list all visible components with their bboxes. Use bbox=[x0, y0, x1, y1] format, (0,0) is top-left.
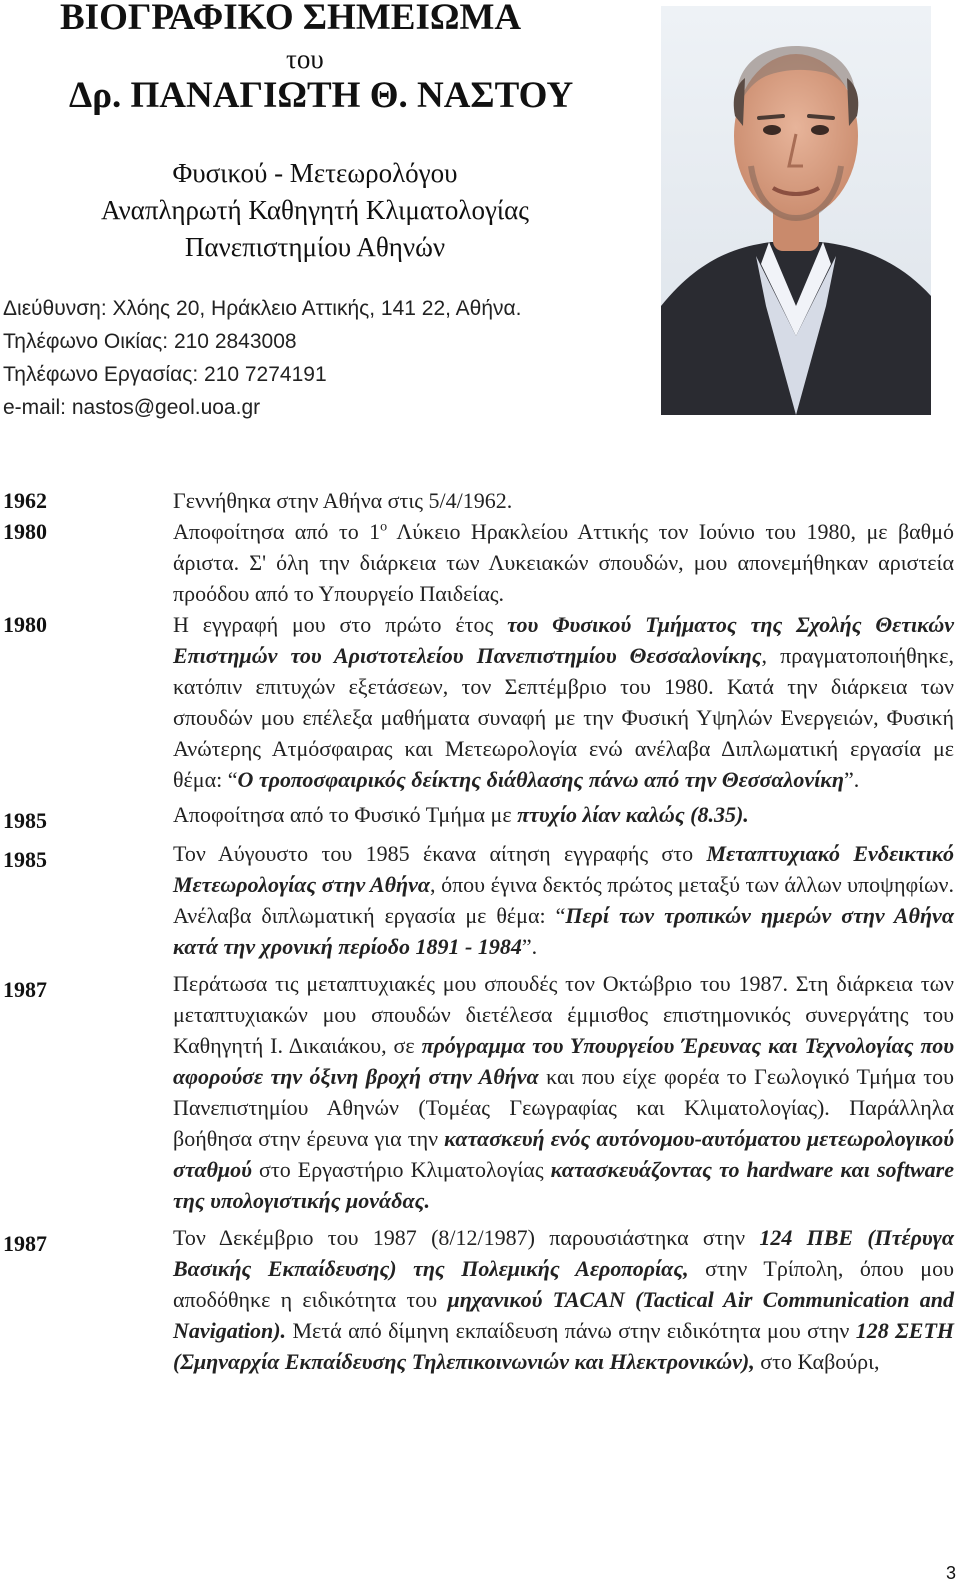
timeline-entry bbox=[0, 609, 960, 795]
emphasized-text: μηχανικού TACAN (Tactical Air Communication and Navigation). bbox=[173, 1287, 954, 1343]
entry-text-segment: Περάτωσα τις μεταπτυχιακές μου σπουδές τον Οκτώβριο του 1987. Στη διάρκεια των μεταπτυχιακών μου σπουδών διετέλεσα έμμισθος επιστημονικός συνεργάτης του Καθηγητή Ι. Δικαιάκου, σε bbox=[173, 971, 954, 1058]
emphasized-text: κατασκευάζοντας το hardware και software της υπολογιστικής μονάδας. bbox=[173, 1157, 954, 1213]
entry-text-segment: και που είχε φορέα το Γεωλογικό Τμήμα του Πανεπιστημίου Αθηνών (Τομέας Γεωγραφίας και Κλιματολογίας). Παράλληλα βοήθησα στην έρευνα για την bbox=[173, 1064, 954, 1151]
emphasized-text: κατασκευή ενός αυτόνομου-αυτόματου μετεωρολογικού σταθμού bbox=[173, 1126, 954, 1182]
portrait-photo bbox=[661, 6, 931, 415]
title-connector: του bbox=[286, 44, 324, 74]
emphasized-text: πρόγραμμα του Υπουργείου Έρευνας και Τεχνολογίας που αφορούσε την όξινη βροχή στην Αθήνα bbox=[173, 1033, 954, 1089]
entry-text bbox=[173, 838, 954, 962]
emphasized-text: του Φυσικού Τμήματος της Σχολής Θετικών Επιστημών του Αριστοτελείου Πανεπιστημίου Θεσσαλονίκης bbox=[173, 612, 954, 668]
contact-email: e-mail: nastos@geol.uoa.gr bbox=[3, 396, 261, 419]
role-line: Αναπληρωτή Καθηγητή Κλιματολογίας bbox=[100, 195, 529, 225]
entry-text-segment: ”. bbox=[843, 767, 860, 792]
entry-text-segment: Μετά από δίμηνη εκπαίδευση πάνω στην ειδικότητα μου στην bbox=[286, 1318, 856, 1343]
entry-text-segment: ”. bbox=[521, 934, 538, 959]
entry-text-segment: , όπου έγινα δεκτός πρώτος μεταξύ των άλλων υποψηφίων. Ανέλαβα διπλωματική εργασία με θέμα: “ bbox=[173, 872, 954, 928]
entry-year: 1987 bbox=[3, 977, 47, 1002]
timeline-entry bbox=[0, 838, 960, 962]
entry-year: 1985 bbox=[3, 847, 47, 872]
emphasized-text: 124 ΠΒΕ (Πτέρυγα Βασικής Εκπαίδευσης) της Πολεμικής Αεροπορίας, bbox=[173, 1225, 954, 1281]
person-name: Δρ. ΠΑΝΑΓΙΩΤΗ Θ. ΝΑΣΤΟΥ bbox=[69, 75, 574, 116]
document-title: ΒΙΟΓΡΑΦΙΚΟ ΣΗΜΕΙΩΜΑ bbox=[60, 0, 522, 38]
portrait-icon bbox=[661, 6, 931, 415]
contact-work-phone: Τηλέφωνο Εργασίας: 210 7274191 bbox=[3, 363, 327, 386]
entry-text-segment: στο Καβούρι, bbox=[754, 1349, 880, 1374]
entry-text-segment: Αποφοίτησα από το 1 bbox=[173, 519, 381, 544]
entry-text bbox=[173, 516, 954, 609]
entry-text bbox=[173, 1222, 954, 1377]
entry-year: 1980 bbox=[3, 612, 47, 637]
emphasized-text: Περί των τροπικών ημερών στην Αθήνα κατά την χρονική περίοδο 1891 - 1984 bbox=[173, 903, 954, 959]
entry-text-segment: , πραγματοποιήθηκε, κατόπιν επιτυχών εξετάσεων, τον Σεπτέμβριο του 1980. Κατά την διάρκεια των σπουδών μου επέλεξα μαθήματα συναφή με την Φυσική Υψηλών Ενεργειών, Φυσική Ανώτερης Ατμόσφαιρας και Μετεωρολογία ενώ ανέλαβα Διπλωματική εργασία με θέμα: “ bbox=[173, 643, 954, 792]
role-line: Φυσικού - Μετεωρολόγου bbox=[172, 158, 458, 188]
entry-text-segment: Τον Αύγουστο του 1985 έκανα αίτηση εγγραφής στο bbox=[173, 841, 707, 866]
entry-text-segment: Τον Δεκέμβριο του 1987 (8/12/1987) παρουσιάστηκα στην bbox=[173, 1225, 760, 1250]
entry-text-segment: Λύκειο Ηρακλείου Αττικής τον Ιούνιο του 1980, με βαθμό άριστα. Σ' όλη την διάρκεια των Λυκειακών σπουδών, μου απονεμήθηκαν αριστεία προόδου από το Υπουργείο Παιδείας. bbox=[173, 519, 954, 606]
contact-home-phone: Τηλέφωνο Οικίας: 210 2843008 bbox=[3, 330, 297, 353]
entry-text-segment: Γεννήθηκα στην Αθήνα στις 5/4/1962. bbox=[173, 488, 513, 513]
contact-address: Διεύθυνση: Χλόης 20, Ηράκλειο Αττικής, 141 22, Αθήνα. bbox=[3, 297, 522, 320]
entry-text-segment: στο Εργαστήριο Κλιματολογίας bbox=[251, 1157, 551, 1182]
entry-text-segment: Αποφοίτησα από το Φυσικό Τμήμα με bbox=[173, 802, 518, 827]
timeline bbox=[0, 483, 960, 1377]
timeline-entry bbox=[0, 516, 960, 609]
page-number: 3 bbox=[945, 1563, 956, 1583]
role-line: Πανεπιστημίου Αθηνών bbox=[184, 232, 446, 262]
entry-text-segment: Η εγγραφή μου στο πρώτο έτος bbox=[173, 612, 508, 637]
timeline-entry bbox=[0, 485, 960, 516]
entry-text bbox=[173, 968, 954, 1216]
entry-text bbox=[173, 609, 954, 795]
timeline-entry bbox=[0, 799, 960, 836]
entry-year: 1962 bbox=[3, 488, 47, 513]
entry-text-segment: ο bbox=[380, 519, 388, 535]
timeline-entry bbox=[0, 1222, 960, 1377]
entry-text-segment: στην Τρίπολη, όπου μου αποδόθηκε η ειδικότητα του bbox=[173, 1256, 954, 1312]
emphasized-text: Ο τροποσφαιρικός δείκτης διάθλασης πάνω από την Θεσσαλονίκη bbox=[237, 767, 844, 792]
emphasized-text: 128 ΣΕΤΗ (Σμηναρχία Εκπαίδευσης Τηλεπικοινωνιών και Ηλεκτρονικών), bbox=[173, 1318, 954, 1374]
entry-text bbox=[173, 485, 954, 516]
entry-year: 1987 bbox=[3, 1231, 47, 1256]
emphasized-text: πτυχίο λίαν καλώς (8.35). bbox=[517, 802, 749, 827]
entry-text bbox=[173, 799, 954, 836]
entry-year: 1980 bbox=[3, 519, 47, 544]
emphasized-text: Μεταπτυχιακό Ενδεικτικό Μετεωρολογίας στην Αθήνα bbox=[173, 841, 954, 897]
entry-year: 1985 bbox=[3, 808, 47, 833]
timeline-entry bbox=[0, 968, 960, 1216]
